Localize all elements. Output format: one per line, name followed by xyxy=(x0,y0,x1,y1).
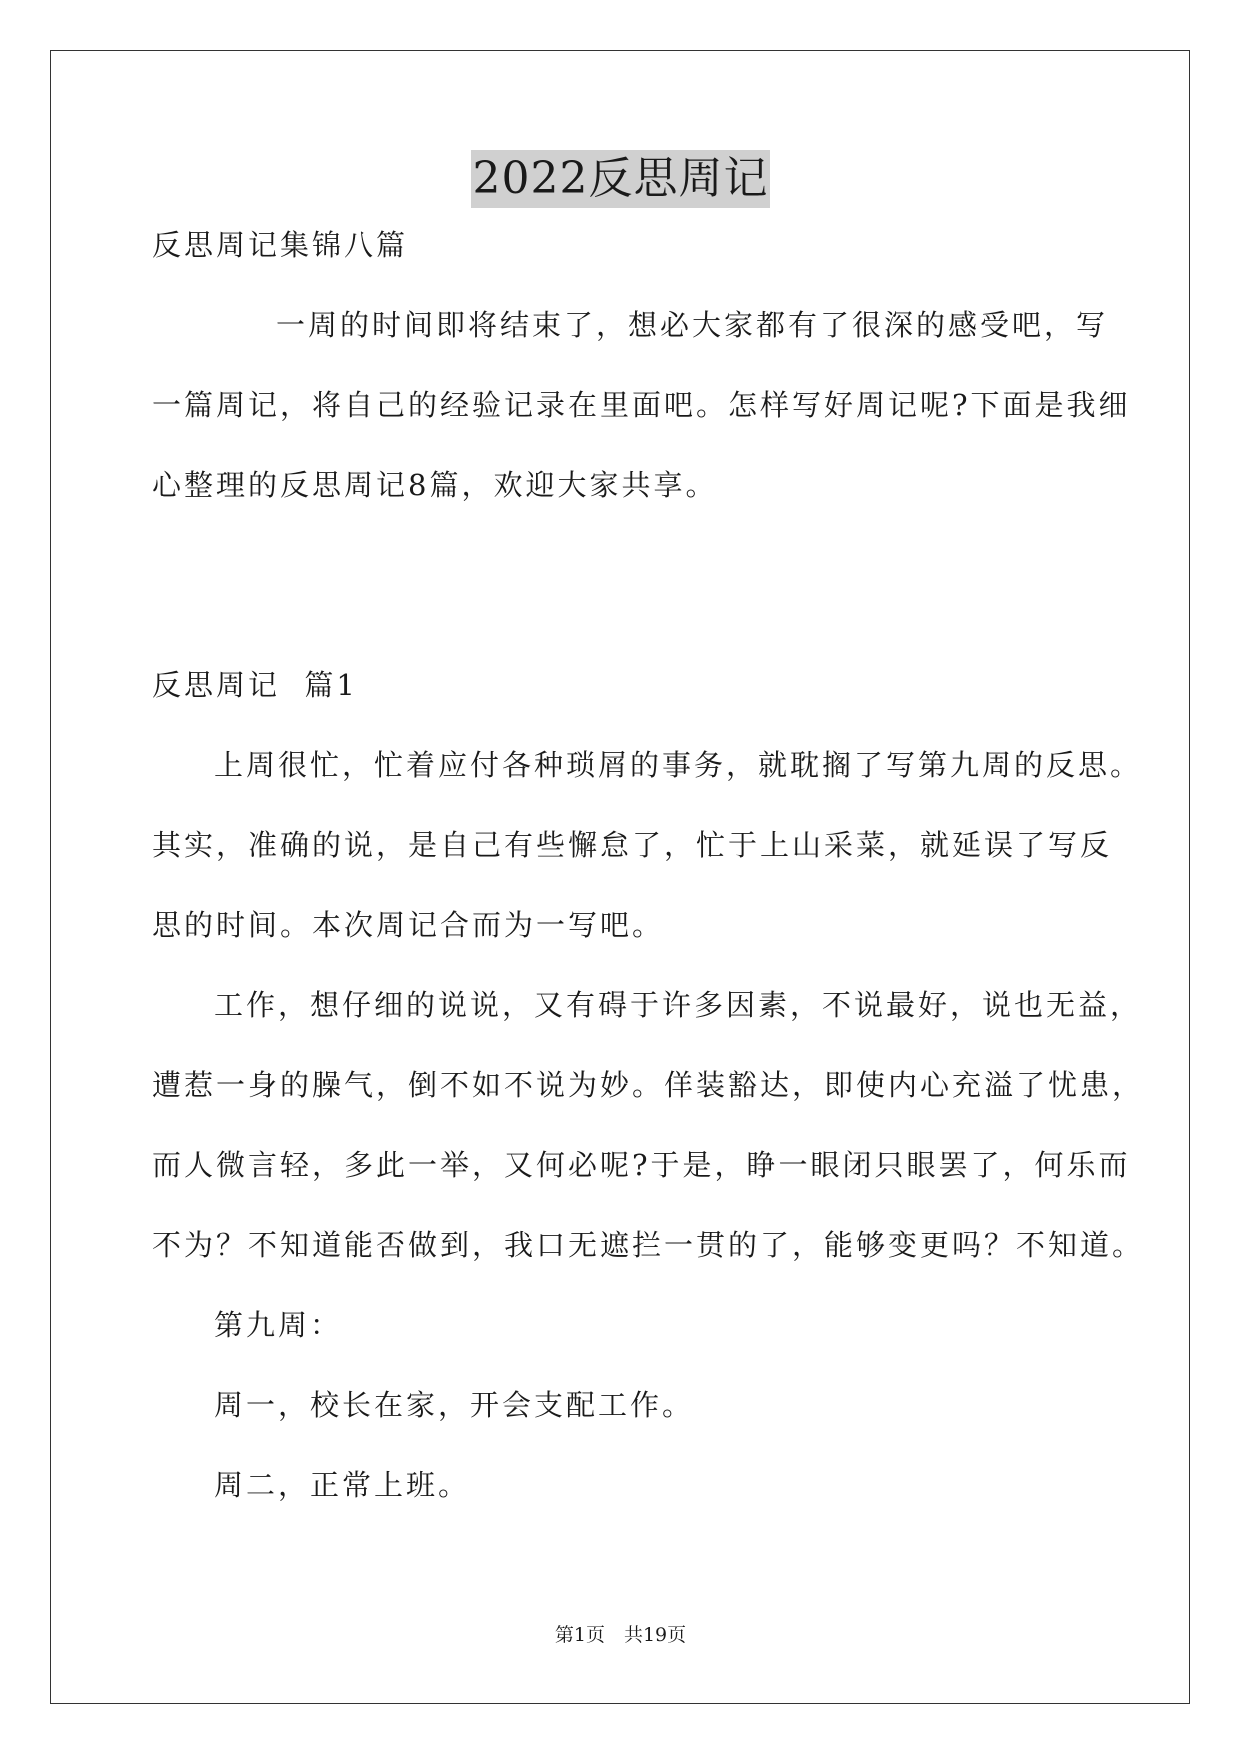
intro-line: 心整理的反思周记8篇，欢迎大家共享。 xyxy=(152,468,718,502)
monday-entry: 周一，校长在家，开会支配工作。 xyxy=(214,1388,695,1422)
document-body xyxy=(152,205,1131,525)
week-label: 第九周： xyxy=(214,1308,343,1342)
intro-line: 一篇周记，将自己的经验记录在里面吧。怎样写好周记呢?下面是我细 xyxy=(152,388,1131,422)
document-title-text: 2022反思周记 xyxy=(471,150,771,208)
paragraph-line: 上周很忙，忙着应付各种琐屑的事务，就耽搁了写第九周的反思。 xyxy=(214,748,1143,782)
paragraph-line: 遭惹一身的臊气，倒不如不说为妙。佯装豁达，即使内心充溢了忧患， xyxy=(152,1068,1145,1102)
paragraph-line: 不为？不知道能否做到，我口无遮拦一贯的了，能够变更吗？不知道。 xyxy=(152,1228,1145,1262)
paragraph-line: 而人微言轻，多此一举，又何必呢?于是，睁一眼闭只眼罢了，何乐而 xyxy=(152,1148,1131,1182)
section-1 xyxy=(152,645,1145,1525)
subtitle: 反思周记集锦八篇 xyxy=(152,228,409,262)
intro-line: 一周的时间即将结束了，想必大家都有了很深的感受吧，写 xyxy=(276,308,1109,342)
page-footer: 第1页 共19页 xyxy=(554,1624,687,1646)
document-title xyxy=(0,150,1241,208)
paragraph-line: 思的时间。本次周记合而为一写吧。 xyxy=(152,908,665,942)
section-heading: 反思周记 篇1 xyxy=(152,668,358,702)
tuesday-entry: 周二，正常上班。 xyxy=(214,1468,471,1502)
paragraph-line: 工作，想仔细的说说，又有碍于许多因素，不说最好，说也无益， xyxy=(214,988,1143,1022)
paragraph-line: 其实，准确的说，是自己有些懈怠了，忙于上山采菜，就延误了写反 xyxy=(152,828,1113,862)
